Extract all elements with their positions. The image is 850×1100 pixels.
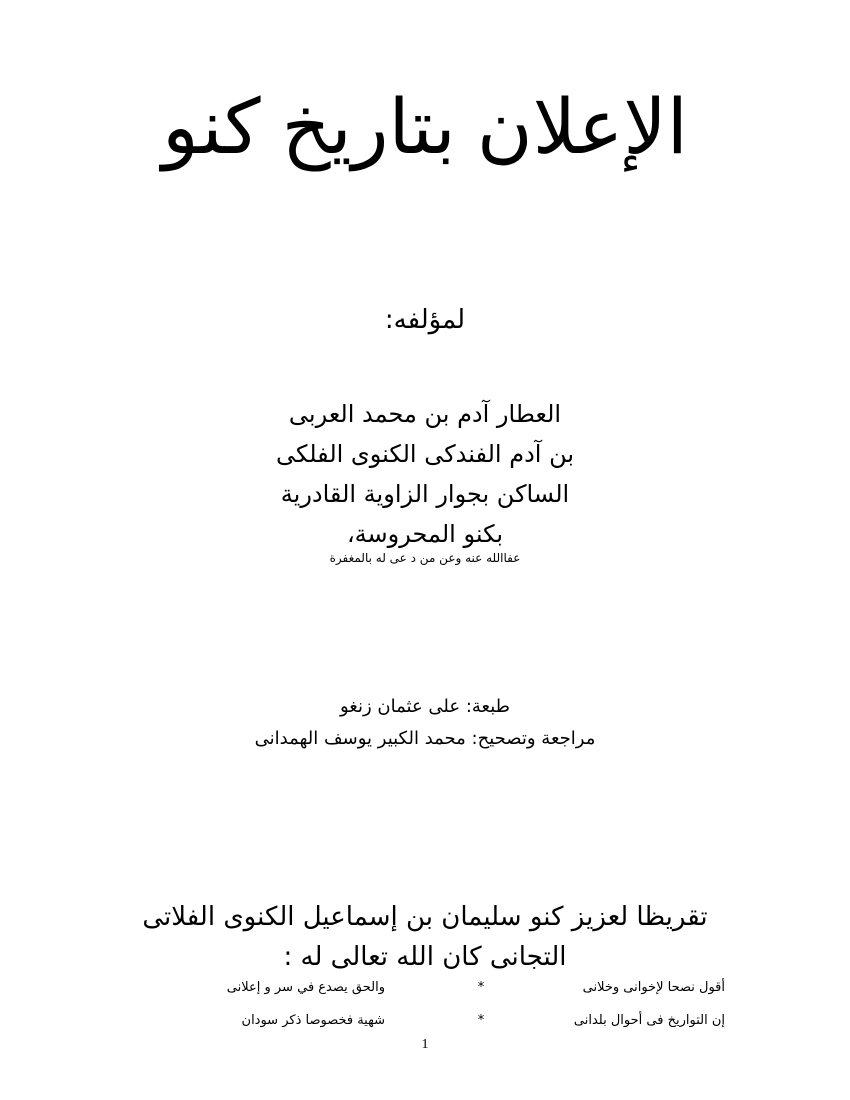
verse-separator: * [477, 1013, 485, 1028]
verse-separator: * [477, 980, 485, 995]
author-line-4: بكنو المحروسة، [346, 520, 504, 548]
author-block [0, 394, 850, 566]
author-dua: عفاالله عنه وعن من د عى له بالمغفرة [329, 551, 521, 565]
page-number: 1 [421, 1037, 429, 1052]
verse-second-hemistich: شهية فخصوصا ذكر سودان [241, 1013, 385, 1028]
verse-first-hemistich: إن التواريخ فى أحوال بلدانى [573, 1013, 725, 1028]
author-label: لمؤلفه: [384, 305, 466, 335]
verse-second-hemistich: والحق يصدع في سر و إعلانى [226, 980, 385, 995]
taqrid-heading-line-2: التجانى كان الله تعالى له : [283, 942, 567, 972]
book-title: الإعلان بتاريخ كنو [162, 85, 688, 170]
taqrid-heading-line-1: تقريظا لعزيز كنو سليمان بن إسماعيل الكنوى الفلاتى [142, 902, 708, 932]
author-line-1: العطار آدم بن محمد العربى [288, 400, 562, 428]
review-line: مراجعة وتصحيح: محمد الكبير يوسف الهمدانى [254, 728, 596, 749]
edition-line: طبعة: على عثمان زنغو [340, 696, 510, 717]
author-line-2: بن آدم الفندكى الكنوى الفلكى [275, 440, 575, 468]
verse-row [200, 977, 725, 999]
verse-row [200, 1010, 725, 1032]
author-line-3: الساكن بجوار الزاوية القادرية [280, 480, 570, 508]
verse-first-hemistich: أقول نصحا لإخوانى وخلانى [582, 980, 725, 995]
